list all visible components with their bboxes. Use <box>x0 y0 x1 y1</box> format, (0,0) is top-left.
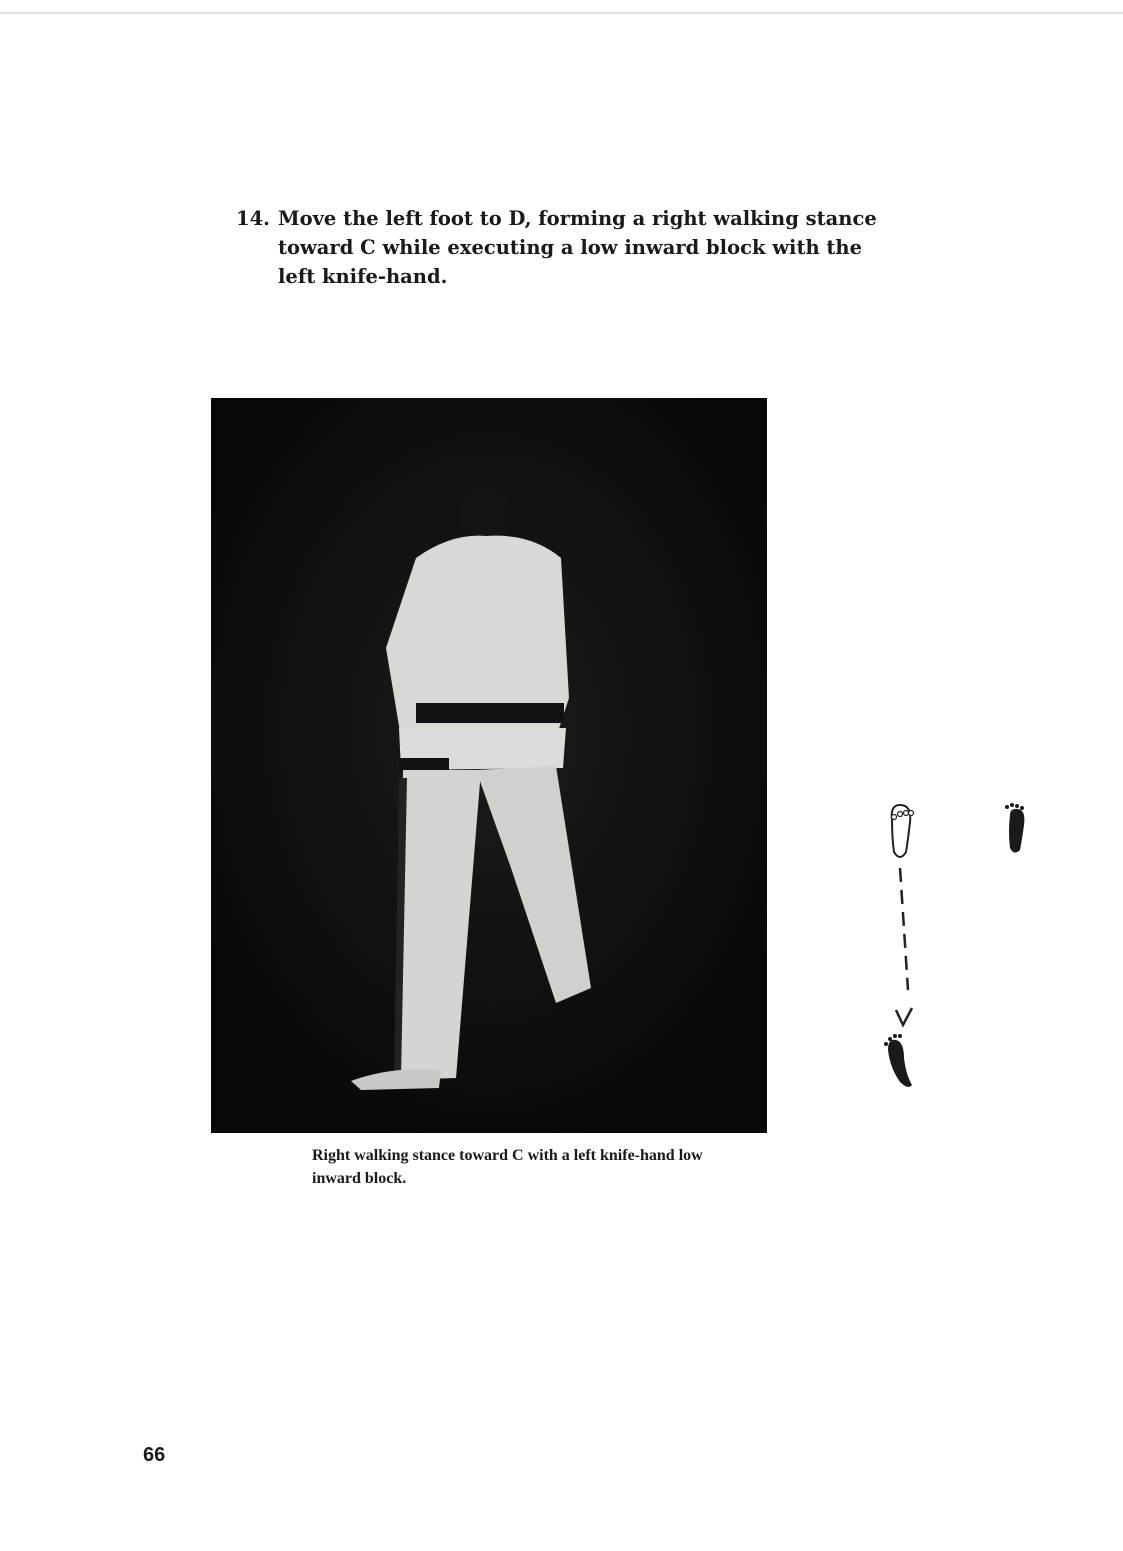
step-text: Move the left foot to D, forming a right walking stance toward C while executing a low inward block with the left knife-hand. <box>278 207 877 288</box>
step-number: 14. <box>236 207 270 230</box>
photo-caption: Right walking stance toward C with a left knife-hand low inward block. <box>312 1147 703 1187</box>
footprint-solid-icon <box>1005 803 1024 853</box>
footwork-diagram <box>860 790 1060 1100</box>
figure-photo <box>211 398 767 1133</box>
arrow-head-icon <box>896 1008 912 1025</box>
page-number: 66 <box>143 1444 166 1466</box>
footprint-outline-icon <box>892 805 914 857</box>
page-edge-line <box>0 12 1123 14</box>
step-instruction <box>236 204 896 291</box>
dashed-arrow <box>900 868 908 990</box>
martial-artist-back-view <box>211 398 767 1133</box>
footprint-solid-icon <box>884 1034 912 1087</box>
